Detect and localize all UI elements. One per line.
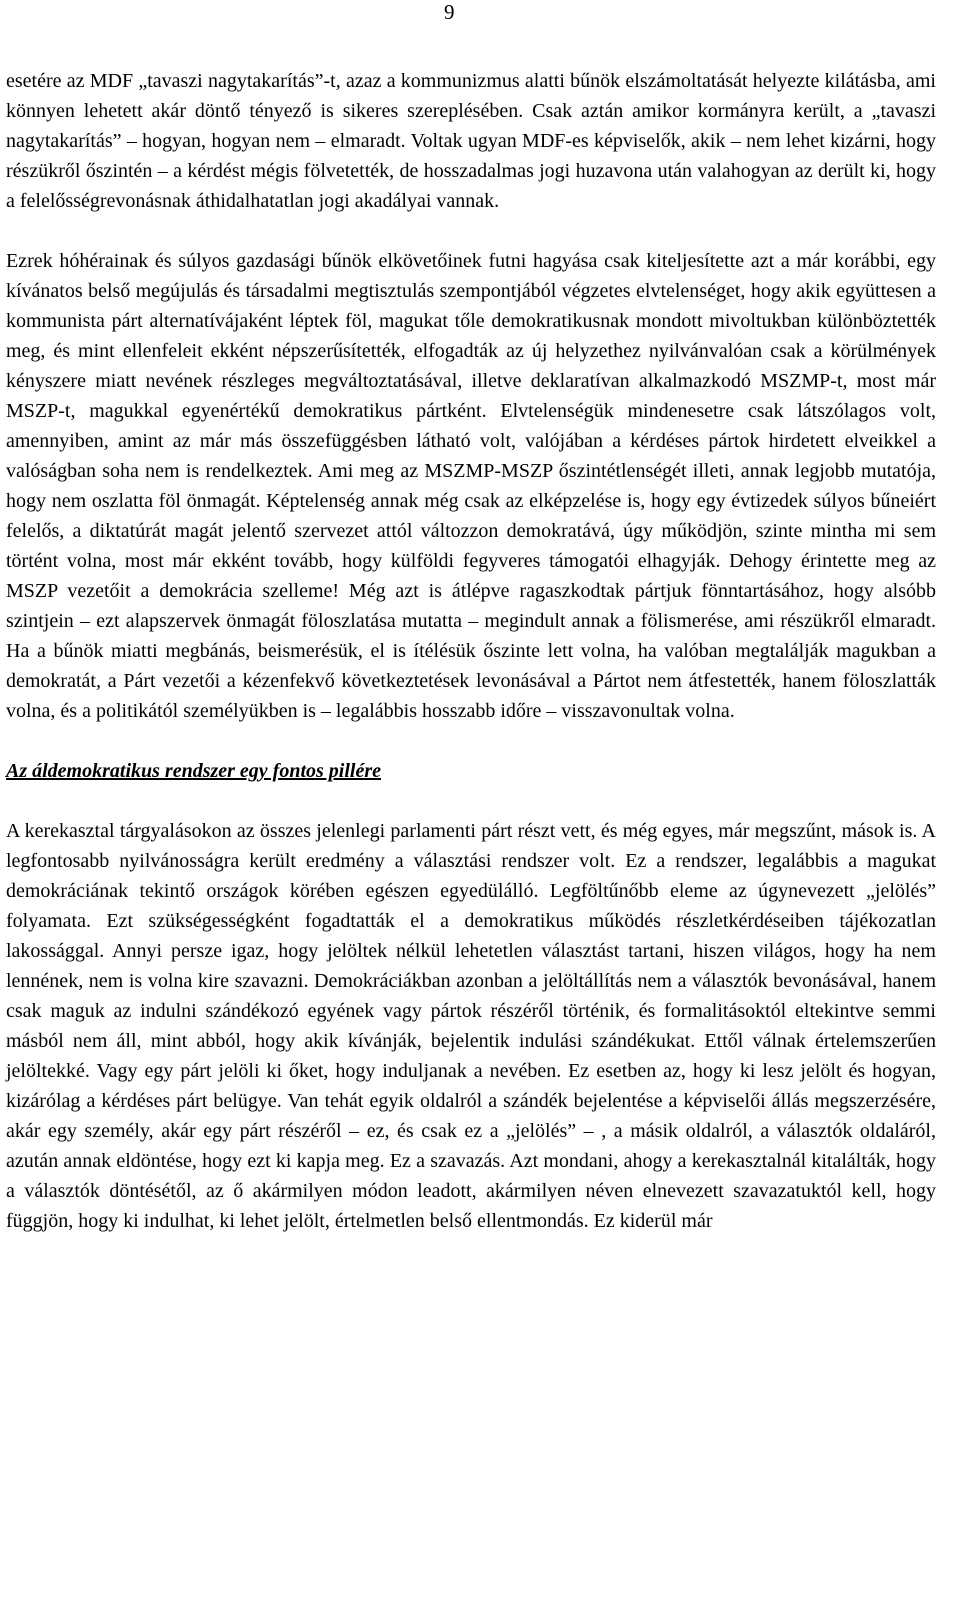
section-heading: Az áldemokratikus rendszer egy fontos pillére xyxy=(6,760,382,782)
paragraph: esetére az MDF „tavaszi nagytakarítás”-t, azaz a kommunizmus alatti bűnök elszámoltatását helyezte kilátásba, ami könnyen lehetett akár döntő tényező is sikeres szereplésében. Csak aztán amikor kormányra került, a „tavaszi nagytakarítás” – hogyan, hogyan nem – elmaradt. Voltak ugyan MDF-es képviselők, akik – nem lehet kizárni, hogy részükről őszintén – a kérdést mégis fölvetették, de hosszadalmas jogi huzavona után valahogyan az derült ki, hogy a felelősségrevonásnak áthidalhatatlan jogi akadályai vannak. xyxy=(6,70,936,212)
paragraph: A kerekasztal tárgyalásokon az összes jelenlegi parlamenti párt részt vett, és még egyes, már megszűnt, mások is. A legfontosabb nyilvánosságra került eredmény a választási rendszer volt. Ez a rendszer, legalábbis a magukat demokráciának tekintő országok körében egészen egyedülálló. Legföltűnőbb eleme az úgynevezett „jelölés” folyamata. Ezt szükségességként fogadtatták el a demokratikus működés részletkérdéseiben tájékozatlan lakossággal. Annyi persze igaz, hogy jelöltek nélkül lehetetlen választást tartani, hiszen világos, hogy ha nem lennének, nem is volna kire szavazni. Demokráciákban azonban a jelöltállítás nem a választók bevonásával, hanem csak maguk az indulni szándékozó egyének vagy pártok részéről történik, és formalitásoktól eltekintve semmi másból nem áll, mint abból, hogy akik kívánják, bejelentik indulási szándékukat. Ettől válnak értelemszerűen jelöltekké. Vagy egy párt jelöli ki őket, hogy induljanak a nevében. Ez esetben az, hogy ki lesz jelölt és hogyan, kizárólag a kérdéses párt belügye. Van tehát egyik oldalról a szándék bejelentése a képviselői állás megszerzésére, akár egy személy, akár egy párt részéről – ez, és csak ez a „jelölés” – , a másik oldalról, a választók oldaláról, azután annak eldöntése, hogy ezt ki kapja meg. Ez a szavazás. Azt mondani, ahogy a kerekasztalnál kitalálták, hogy a választók döntésétől, az ő akármilyen módon leadott, akármilyen néven elnevezett szavazatuktól kell, hogy függjön, hogy ki indulhat, ki lehet jelölt, értelmetlen belső ellentmondás. Ez kiderül már xyxy=(6,820,936,1232)
paragraph: Ezrek hóhérainak és súlyos gazdasági bűnök elkövetőinek futni hagyása csak kiteljesítette azt a már korábbi, egy kívánatos belső megújulás és társadalmi megtisztulás szempontjából végzetes elvtelenséget, hogy akik együttesen a kommunista párt alternatívájaként léptek föl, magukat tőle demokratikusnak mondott mivoltukban különböztették meg, és mint ellenfeleit ekként népszerűsítették, elfogadták az új helyzethez nyilvánvalóan csak a körülmények kényszere miatt nevének részleges megváltoztatásával, illetve deklaratívan alkalmazkodó MSZMP-t, most már MSZP-t, magukkal egyenértékű demokratikus pártként. Elvtelenségük mindenesetre csak látszólagos volt, amennyiben, amint az már más összefüggésben látható volt, valójában a kérdéses pártok hirdetett elveikkel a valóságban soha nem is rendelkeztek. Ami meg az MSZMP-MSZP őszintétlenségét illeti, annak legjobb mutatója, hogy nem oszlatta föl önmagát. Képtelenség annak még csak az elképzelése is, hogy egy évtizedek súlyos bűneiért felelős, a diktatúrát magát jelentő szervezet attól változzon demokratává, úgy működjön, szinte mintha mi sem történt volna, most már ekként tovább, hogy külföldi fegyveres támogatói elhagyják. Dehogy érintette meg az MSZP vezetőit a demokrácia szelleme! Még azt is átlépve ragaszkodtak pártjuk fönntartásához, hogy alsóbb szintjein – ezt alapszervek önmagát föloszlatása mutatta – megindult annak a fölismerése, ami részükről elmaradt. Ha a bűnök miatti megbánás, beismerésük, el is ítélésük őszinte lett volna, ha valóban megtalálják magukban a demokratát, a Párt vezetői a kézenfekvő következtetések levonásával a Pártot nem átfestették, hanem föloszlatták volna, és a politikától személyükben is – legalábbis hosszabb időre – visszavonultak volna. xyxy=(6,250,936,722)
document-body xyxy=(6,66,936,1236)
page-number: 9 xyxy=(444,0,455,24)
